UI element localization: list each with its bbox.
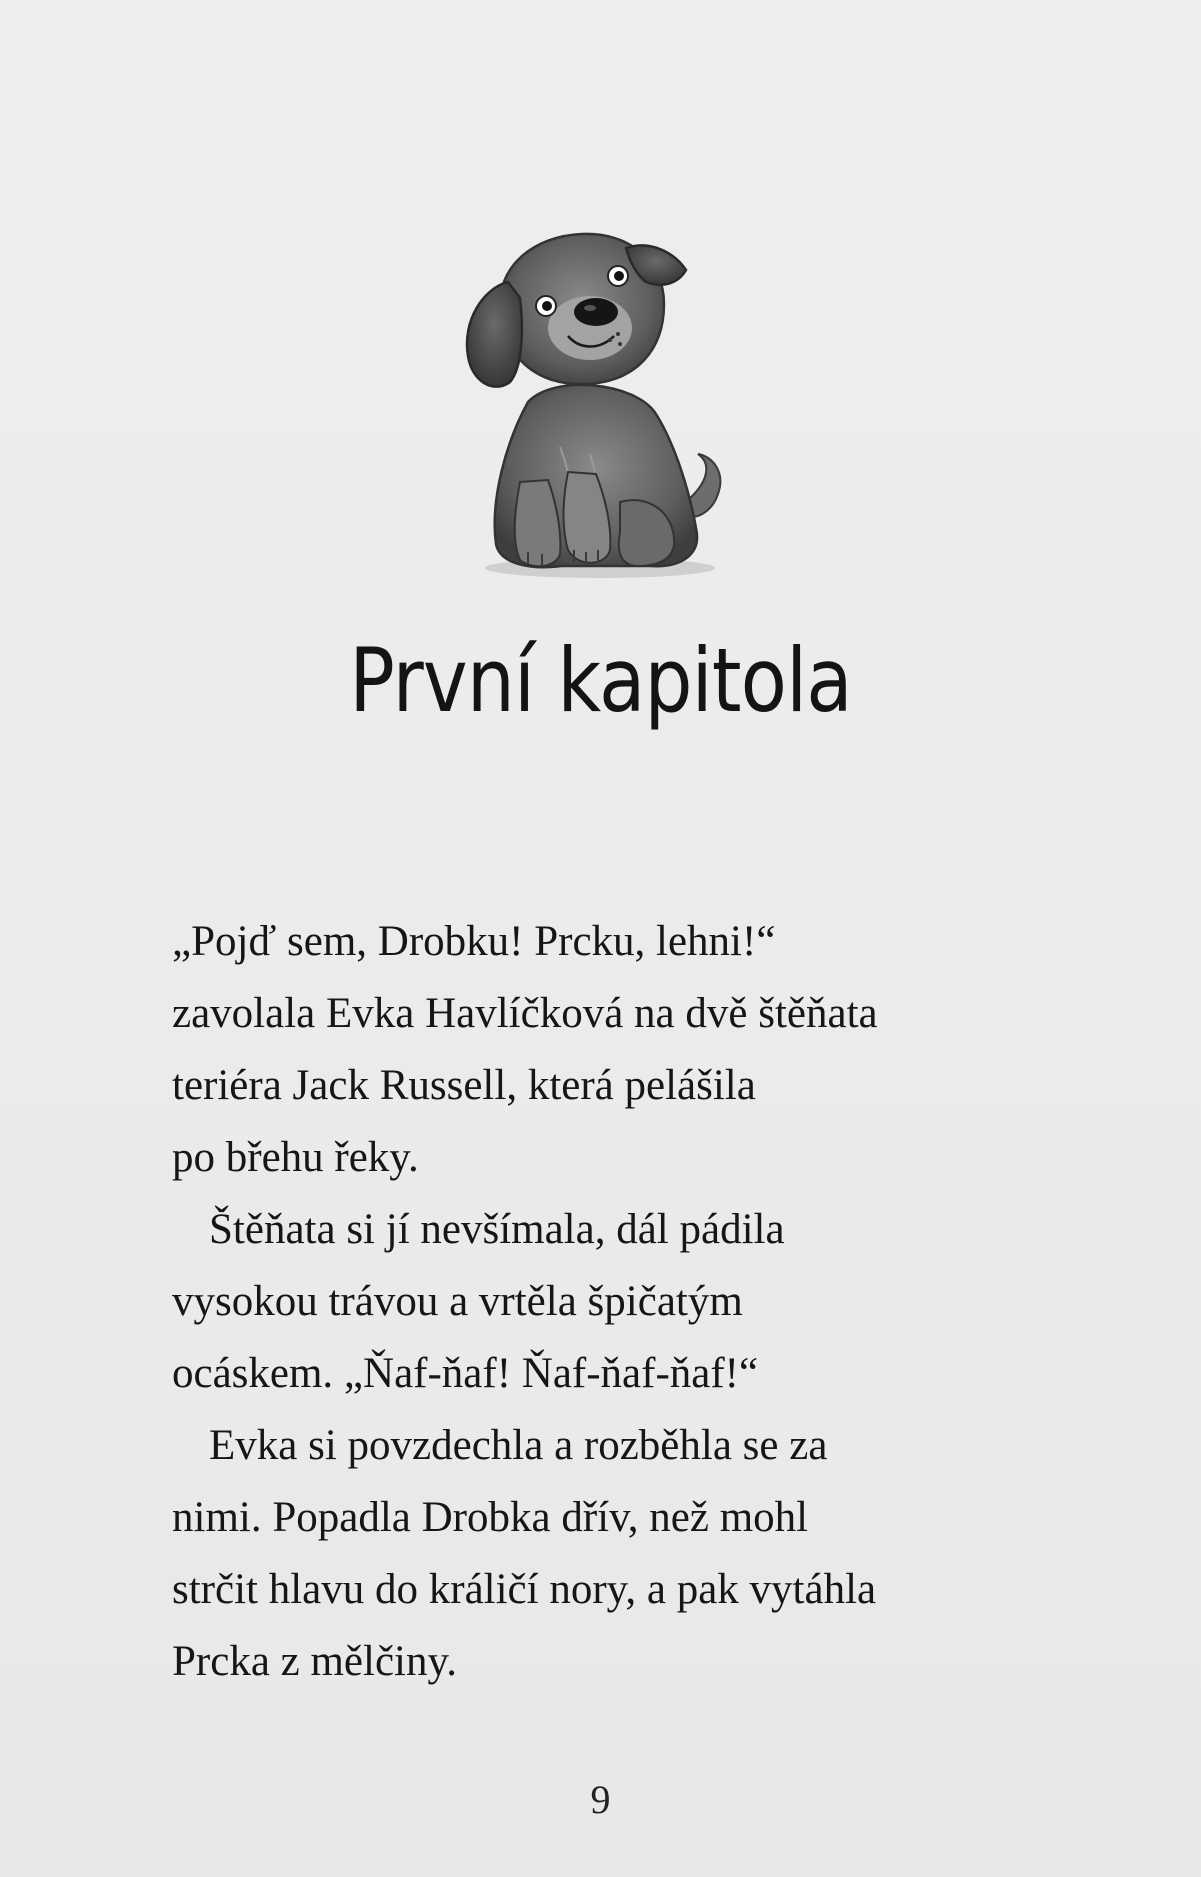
text-line: teriéra Jack Russell, která pelášila bbox=[172, 1062, 756, 1109]
text-line: ocáskem. „Ňaf-ňaf! Ňaf-ňaf-ňaf!“ bbox=[172, 1350, 759, 1397]
text-line: Evka si povzdechla a rozběhla se za bbox=[209, 1422, 828, 1469]
chapter-title: První kapitola bbox=[349, 629, 852, 732]
text-line: nimi. Popadla Drobka dřív, než mohl bbox=[172, 1494, 809, 1541]
text-line: „Pojď sem, Drobku! Prcku, lehni!“ bbox=[172, 918, 776, 965]
page-number: 9 bbox=[590, 1777, 611, 1822]
text-line: zavolala Evka Havlíčková na dvě štěňata bbox=[172, 990, 878, 1037]
chapter-body-text bbox=[172, 906, 1032, 1698]
text-line: vysokou trávou a vrtěla špičatým bbox=[172, 1278, 743, 1325]
puppy-illustration-icon bbox=[450, 232, 750, 582]
text-line: Prcka z mělčiny. bbox=[172, 1638, 457, 1685]
text-line: strčit hlavu do králičí nory, a pak vytáhla bbox=[172, 1566, 877, 1613]
text-line: Štěňata si jí nevšímala, dál pádila bbox=[209, 1206, 785, 1253]
text-line: po břehu řeky. bbox=[172, 1134, 419, 1181]
